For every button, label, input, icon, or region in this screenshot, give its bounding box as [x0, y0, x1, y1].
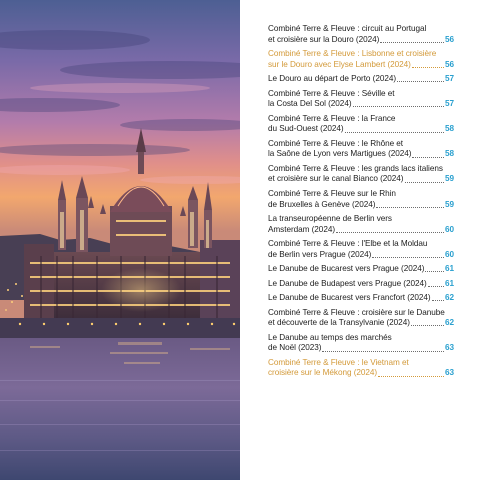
toc-entry-title-line: Combiné Terre & Fleuve : Lisbonne et croisière	[268, 49, 437, 59]
dot-leader	[380, 42, 444, 43]
dot-leader	[425, 271, 444, 272]
toc-page-number[interactable]: 61	[444, 264, 454, 274]
toc-entry[interactable]	[268, 139, 454, 160]
toc-entry[interactable]	[268, 279, 454, 290]
dot-leader	[353, 106, 444, 107]
dot-leader	[378, 376, 444, 377]
toc-entry[interactable]	[268, 114, 454, 135]
toc-entry[interactable]	[268, 358, 454, 379]
toc-page-number[interactable]: 61	[444, 278, 454, 288]
toc-entry[interactable]	[268, 333, 454, 354]
toc-entry-title-line: Combiné Terre & Fleuve : la France	[268, 113, 396, 123]
toc-entry[interactable]	[268, 308, 454, 329]
toc-page-number[interactable]: 63	[444, 368, 454, 378]
toc-entry[interactable]	[268, 214, 454, 235]
toc-entry-title-line: croisière sur le Mékong (2024)	[268, 368, 378, 378]
toc-entry-title-line: Combiné Terre & Fleuve : Séville et	[268, 88, 395, 98]
toc-page-number[interactable]: 62	[444, 293, 454, 303]
toc-entry[interactable]	[268, 89, 454, 110]
toc-entry-title-line: La transeuropéenne de Berlin vers	[268, 214, 392, 224]
toc-entry[interactable]	[268, 264, 454, 275]
toc-page-number[interactable]: 60	[444, 224, 454, 234]
toc-entry[interactable]	[268, 239, 454, 260]
toc-entry-title-line: Combiné Terre & Fleuve : le Vietnam et	[268, 357, 409, 367]
toc-page-number[interactable]: 57	[444, 99, 454, 109]
toc-page-number[interactable]: 62	[444, 318, 454, 328]
toc-page-number[interactable]: 56	[444, 59, 454, 69]
dot-leader	[428, 286, 444, 287]
toc-page-number[interactable]: 59	[444, 199, 454, 209]
toc-page-number[interactable]: 59	[444, 174, 454, 184]
toc-entry-title-line: de Noël (2023)	[268, 343, 322, 353]
toc-entry-title-line: Combiné Terre & Fleuve : le Rhône et	[268, 138, 404, 148]
toc-entry-title-line: et croisière sur le canal Bianco (2024)	[268, 174, 404, 184]
toc-entry-title-line: Le Danube de Bucarest vers Prague (2024)	[268, 264, 425, 274]
toc-entry-title-line: Le Douro au départ de Porto (2024)	[268, 74, 397, 84]
toc-entry-title-line: Le Danube de Budapest vers Prague (2024)	[268, 278, 427, 288]
dot-leader	[322, 351, 444, 352]
toc-entry-title-line: et découverte de la Transylvanie (2024)	[268, 318, 410, 328]
toc-entry[interactable]	[268, 189, 454, 210]
toc-entry-title-line: Combiné Terre & Fleuve : les grands lacs italiens	[268, 163, 443, 173]
toc-entry[interactable]	[268, 293, 454, 304]
dot-leader	[412, 157, 444, 158]
toc-entry-title-line: Combiné Terre & Fleuve : l'Elbe et la Moldau	[268, 239, 428, 249]
toc-entry-title-line: Combiné Terre & Fleuve sur le Rhin	[268, 188, 396, 198]
toc-page-number[interactable]: 58	[444, 124, 454, 134]
toc-entry[interactable]	[268, 74, 454, 85]
dot-leader	[411, 325, 444, 326]
toc-page-number[interactable]: 56	[444, 34, 454, 44]
dot-leader	[432, 300, 444, 301]
toc-entry[interactable]	[268, 164, 454, 185]
toc-entry-title-line: du Sud-Ouest (2024)	[268, 124, 344, 134]
toc-page-number[interactable]: 60	[444, 249, 454, 259]
toc-page-number[interactable]: 57	[444, 74, 454, 84]
toc-entry-title-line: Combiné Terre & Fleuve : circuit au Portugal	[268, 24, 427, 33]
toc-entry-title-line: Combiné Terre & Fleuve : croisière sur le Danube	[268, 307, 445, 317]
toc-entry-title-line: Amsterdam (2024)	[268, 224, 335, 234]
toc-entry-title-line: de Bruxelles à Genève (2024)	[268, 199, 376, 209]
dot-leader	[376, 207, 444, 208]
toc-entry-title-line: Le Danube de Bucarest vers Francfort (2024)	[268, 293, 431, 303]
toc-entry-title-line: la Costa Del Sol (2024)	[268, 99, 352, 109]
toc-entry-title-line: Le Danube au temps des marchés	[268, 332, 392, 342]
dot-leader	[372, 257, 444, 258]
toc-entry-title-line: de Berlin vers Prague (2024)	[268, 249, 372, 259]
toc-entry-title-line: et croisière sur la Douro (2024)	[268, 34, 380, 44]
toc-entry-title-line: sur le Douro avec Elyse Lambert (2024)	[268, 59, 411, 69]
dot-leader	[345, 132, 444, 133]
toc-entry[interactable]	[268, 49, 454, 70]
table-of-contents	[268, 24, 454, 383]
dot-leader	[412, 67, 444, 68]
toc-page-number[interactable]: 63	[444, 343, 454, 353]
toc-entry[interactable]	[268, 24, 454, 45]
dot-leader	[405, 182, 444, 183]
dot-leader	[336, 232, 444, 233]
toc-entry-title-line: la Saône de Lyon vers Martigues (2024)	[268, 149, 412, 159]
toc-page-number[interactable]: 58	[444, 149, 454, 159]
dot-leader	[397, 81, 444, 82]
